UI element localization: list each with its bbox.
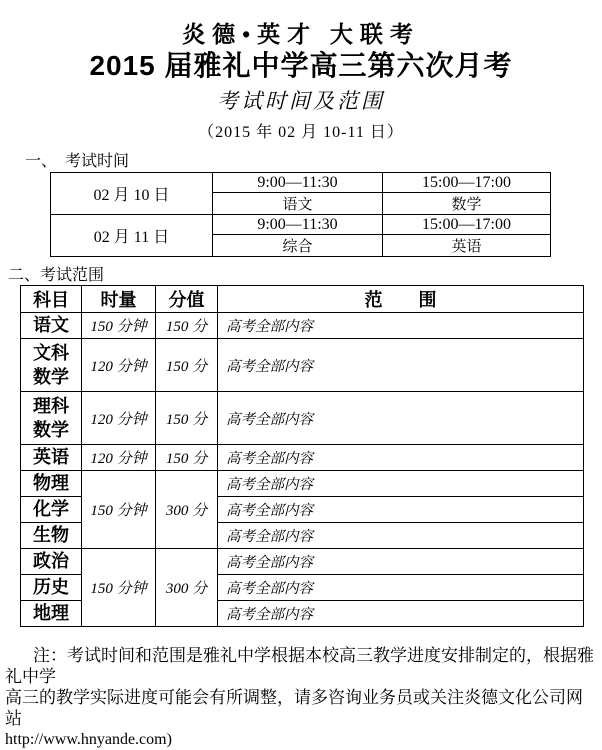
table-row (21, 313, 584, 339)
subject-cell: 英语 (21, 445, 82, 471)
subject-cell: 语文 (21, 313, 82, 339)
scope-table (20, 285, 584, 627)
duration-cell: 120 分钟 (82, 445, 156, 471)
subject-cell: 地理 (21, 601, 82, 627)
scope-cell: 高考全部内容 (218, 575, 584, 601)
scope-cell: 高考全部内容 (218, 339, 584, 392)
footer-note-line: 高三的教学实际进度可能会有所调整，请多咨询业务员或关注炎德文化公司网站 (5, 688, 583, 728)
score-cell: 150 分 (156, 313, 218, 339)
score-column-header: 分值 (156, 286, 218, 313)
date-range: （2015 年 02 月 10-11 日） (198, 124, 404, 141)
table-row (21, 445, 584, 471)
morning-subject-cell: 语文 (213, 193, 383, 215)
scope-cell: 高考全部内容 (218, 471, 584, 497)
page-title: 2015 届雅礼中学高三第六次月考 (89, 50, 513, 81)
brand-title: 炎德•英才 大联考 (182, 22, 420, 47)
duration-cell: 120 分钟 (82, 339, 156, 392)
scope-cell: 高考全部内容 (218, 445, 584, 471)
scope-cell: 高考全部内容 (218, 601, 584, 627)
scope-cell: 高考全部内容 (218, 392, 584, 445)
subject-cell: 历史 (21, 575, 82, 601)
table-row (51, 215, 551, 235)
scope-column-header: 范 围 (218, 286, 584, 313)
subject-cell: 化学 (21, 497, 82, 523)
subject-cell: 文科数学 (21, 339, 82, 392)
duration-cell: 150 分钟 (82, 549, 156, 627)
afternoon-subject-cell: 数学 (383, 193, 551, 215)
subject-column-header: 科目 (21, 286, 82, 313)
table-row (21, 339, 584, 392)
afternoon-time-cell: 15:00—17:00 (383, 215, 551, 235)
subject-cell: 理科数学 (21, 392, 82, 445)
website-url: http://www.hnyande.com) (5, 731, 172, 748)
scope-cell: 高考全部内容 (218, 523, 584, 549)
section-heading-exam-scope: 二、考试范围 (8, 267, 105, 284)
duration-column-header: 时量 (82, 286, 156, 313)
duration-cell: 150 分钟 (82, 471, 156, 549)
table-header-row (21, 286, 584, 313)
score-cell: 150 分 (156, 392, 218, 445)
scope-cell: 高考全部内容 (218, 549, 584, 575)
table-row (21, 471, 584, 497)
scope-cell: 高考全部内容 (218, 497, 584, 523)
table-row (21, 549, 584, 575)
subject-cell: 物理 (21, 471, 82, 497)
morning-time-cell: 9:00—11:30 (213, 215, 383, 235)
duration-cell: 120 分钟 (82, 392, 156, 445)
table-row (21, 392, 584, 445)
section-heading-exam-time: 一、 考试时间 (25, 153, 130, 170)
scope-cell: 高考全部内容 (218, 313, 584, 339)
morning-subject-cell: 综合 (213, 235, 383, 257)
subject-cell: 政治 (21, 549, 82, 575)
score-cell: 300 分 (156, 549, 218, 627)
footer-note (5, 645, 599, 750)
afternoon-subject-cell: 英语 (383, 235, 551, 257)
subject-cell: 生物 (21, 523, 82, 549)
score-cell: 150 分 (156, 339, 218, 392)
subtitle: 考试时间及范围 (217, 89, 385, 113)
date-cell: 02 月 11 日 (51, 215, 213, 257)
duration-cell: 150 分钟 (82, 313, 156, 339)
footer-note-line: 注：考试时间和范围是雅礼中学根据本校高三教学进度安排制定的，根据雅礼中学 (5, 646, 594, 686)
table-row (51, 173, 551, 193)
schedule-table (50, 172, 551, 257)
score-cell: 300 分 (156, 471, 218, 549)
score-cell: 150 分 (156, 445, 218, 471)
morning-time-cell: 9:00—11:30 (213, 173, 383, 193)
date-cell: 02 月 10 日 (51, 173, 213, 215)
afternoon-time-cell: 15:00—17:00 (383, 173, 551, 193)
